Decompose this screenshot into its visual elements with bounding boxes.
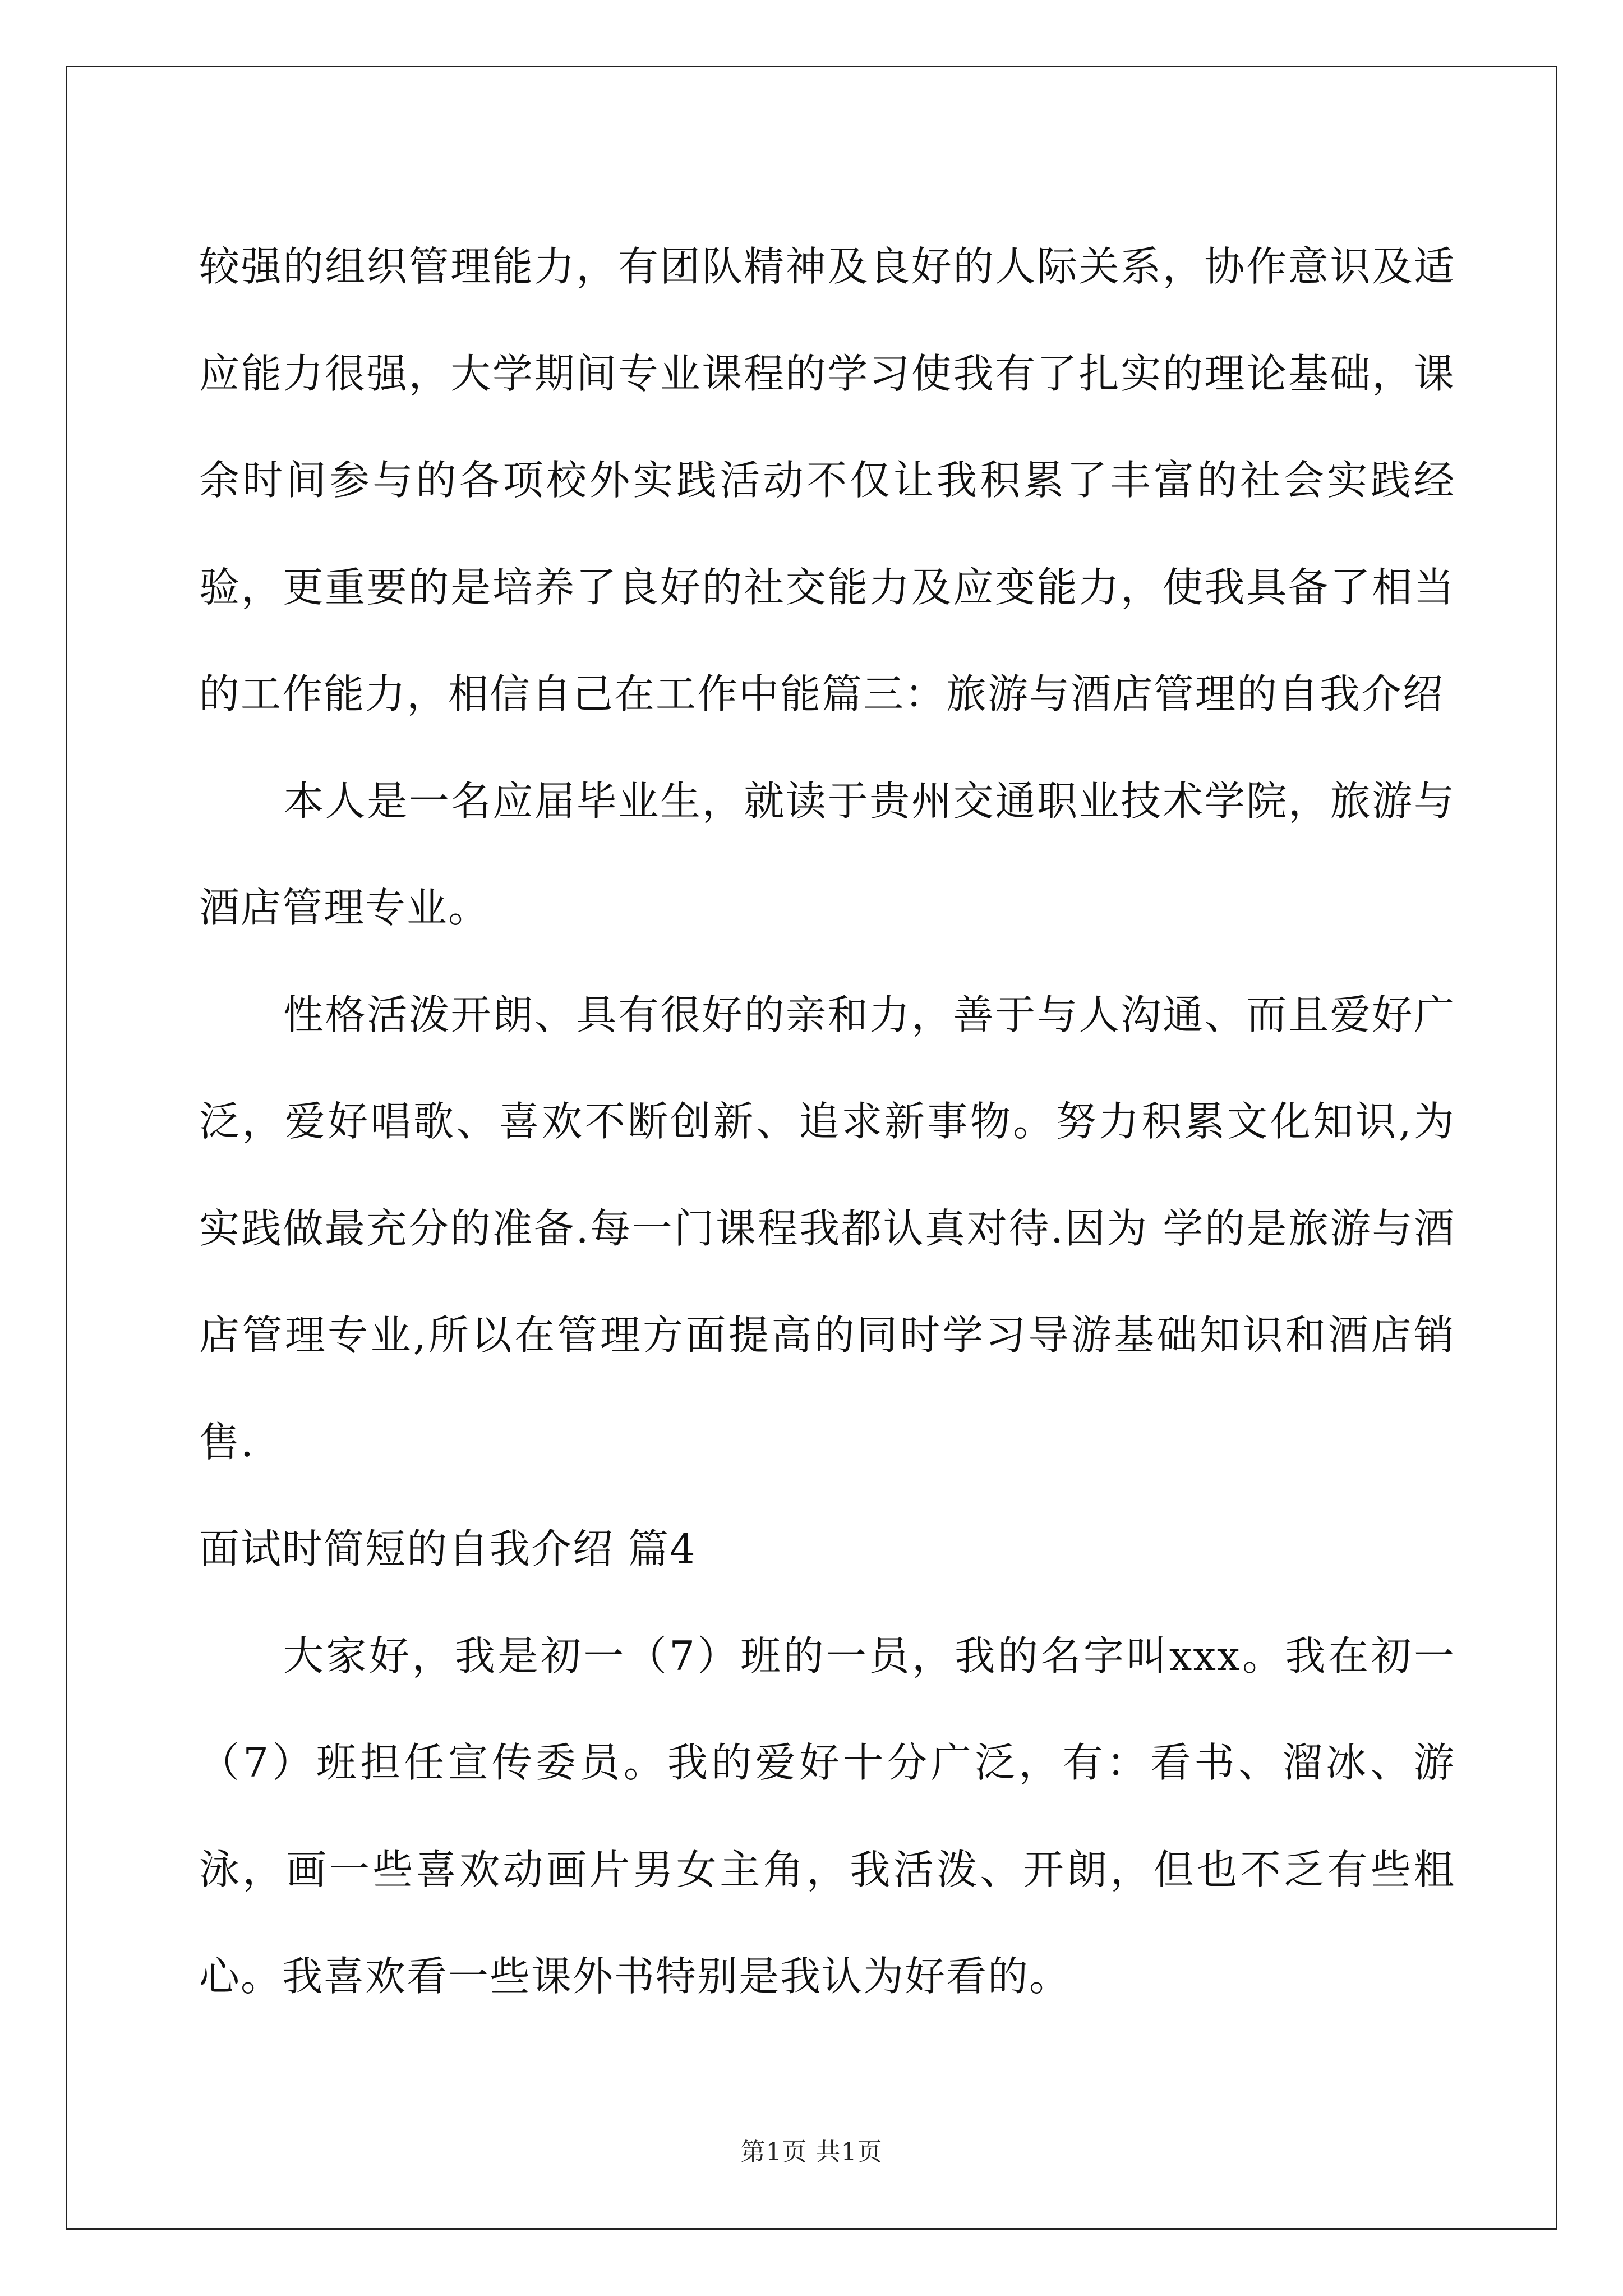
page-footer: 第1页 共1页 — [740, 2138, 883, 2166]
document-body — [199, 213, 1455, 2030]
paragraph-3: 性格活泼开朗、具有很好的亲和力，善于与人沟通、而且爱好广泛，爱好唱歌、喜欢不断创新、追求新事物。努力积累文化知识,为实践做最充分的准备.每一门课程我都认真对待.因为 学的是旅游与酒店管理专业,所以在管理方面提高的同时学习导游基础知识和酒店销售. — [199, 991, 1455, 1466]
section-heading: 面试时简短的自我介绍 篇4 — [199, 1525, 697, 1572]
paragraph-1: 较强的组织管理能力，有团队精神及良好的人际关系，协作意识及适应能力很强，大学期间专业课程的学习使我有了扎实的理论基础，课余时间参与的各项校外实践活动不仅让我积累了丰富的社会实践经验，更重要的是培养了良好的社交能力及应变能力，使我具备了相当的工作能力，相信自己在工作中能篇三：旅游与酒店管理的自我介绍 — [199, 243, 1455, 717]
paragraph-4: 大家好，我是初一（7）班的一员，我的名字叫xxx。我在初一（7）班担任宣传委员。我的爱好十分广泛，有：看书、溜冰、游泳，画一些喜欢动画片男女主角，我活泼、开朗，但也不乏有些粗心。我喜欢看一些课外书特别是我认为好看的。 — [199, 1632, 1455, 2000]
paragraph-2: 本人是一名应届毕业生，就读于贵州交通职业技术学院，旅游与酒店管理专业。 — [199, 777, 1455, 931]
